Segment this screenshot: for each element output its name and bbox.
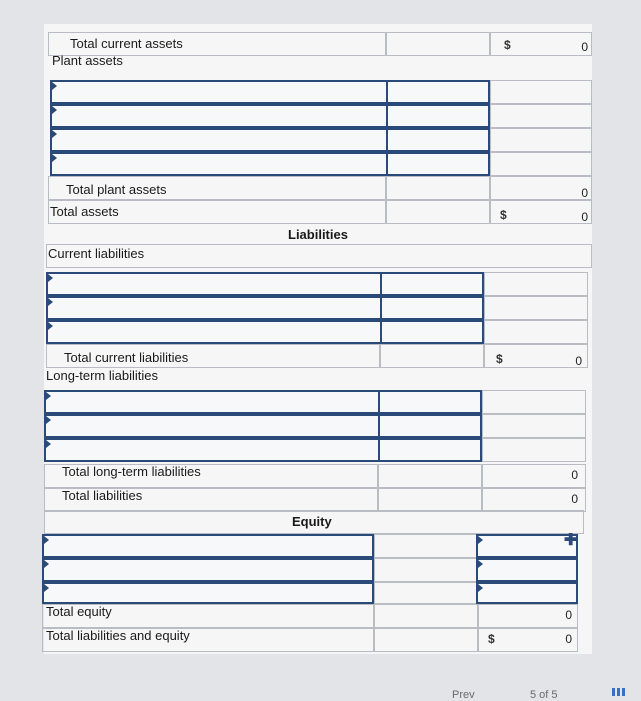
prev-button[interactable]: Prev — [452, 689, 475, 701]
entry-marker — [48, 298, 53, 306]
total-plant-assets-label: Total plant assets — [66, 182, 167, 197]
entry-marker — [48, 322, 53, 330]
plant-asset-name-input-1[interactable] — [50, 80, 388, 104]
equity-amount-input-1[interactable] — [476, 534, 578, 558]
current-liabilities-label: Current liabilities — [48, 246, 145, 261]
plus-cross-icon[interactable]: ✚ — [564, 532, 578, 549]
entry-marker — [478, 536, 483, 544]
plant-asset-name-input-2[interactable] — [50, 104, 388, 128]
row-total-plant-assets — [44, 176, 592, 200]
current-liability-amount-input-2[interactable] — [380, 296, 484, 320]
total-current-assets-label: Total current assets — [70, 36, 183, 51]
total-equity-label: Total equity — [46, 604, 112, 619]
total-assets-value: 0 — [581, 210, 588, 224]
entry-marker — [48, 274, 53, 282]
total-liabilities-and-equity-label: Total liabilities and equity — [46, 628, 190, 643]
total-equity-value: 0 — [565, 608, 572, 622]
entry-marker — [44, 536, 49, 544]
entry-marker — [46, 416, 51, 424]
equity-name-input-2[interactable] — [42, 558, 374, 582]
total-liabilities-and-equity-value: 0 — [565, 632, 572, 646]
entry-marker — [52, 82, 57, 90]
entry-marker — [52, 106, 57, 114]
plant-asset-amount-input-2[interactable] — [386, 104, 490, 128]
entry-marker — [46, 392, 51, 400]
page-indicator: 5 of 5 — [530, 689, 558, 701]
total-current-assets-value: 0 — [581, 40, 588, 54]
total-plant-assets-value: 0 — [581, 186, 588, 200]
long-term-liability-amount-input-2[interactable] — [378, 414, 482, 438]
entry-marker — [52, 130, 57, 138]
plant-asset-amount-input-3[interactable] — [386, 128, 490, 152]
entry-marker — [52, 154, 57, 162]
total-current-liabilities-label: Total current liabilities — [64, 350, 189, 365]
total-long-term-liabilities-value: 0 — [571, 468, 578, 482]
long-term-liability-amount-input-3[interactable] — [378, 438, 482, 462]
entry-marker — [44, 584, 49, 592]
total-liabilities-label: Total liabilities — [62, 488, 143, 503]
plant-asset-amount-input-1[interactable] — [386, 80, 490, 104]
long-term-liability-amount-input-1[interactable] — [378, 390, 482, 414]
entry-marker — [478, 584, 483, 592]
grid-icon[interactable] — [612, 688, 626, 696]
row-total-current-assets — [44, 32, 592, 56]
liabilities-heading: Liabilities — [288, 227, 348, 242]
total-long-term-liabilities-label: Total long-term liabilities — [62, 464, 201, 479]
dollar-sign: $ — [504, 38, 511, 52]
current-liability-name-input-2[interactable] — [46, 296, 382, 320]
equity-name-input-3[interactable] — [42, 582, 374, 604]
equity-amount-input-2[interactable] — [476, 558, 578, 582]
equity-amount-input-3[interactable] — [476, 582, 578, 604]
row-total-liabilities-and-equity — [44, 628, 592, 652]
current-liability-amount-input-1[interactable] — [380, 272, 484, 296]
long-term-liability-name-input-2[interactable] — [44, 414, 380, 438]
plant-assets-label: Plant assets — [52, 53, 123, 68]
row-total-current-liabilities — [44, 344, 592, 368]
row-total-liabilities — [44, 488, 592, 512]
plant-asset-name-input-3[interactable] — [50, 128, 388, 152]
row-total-assets — [44, 200, 592, 224]
long-term-liabilities-label: Long-term liabilities — [46, 368, 158, 383]
entry-marker — [44, 560, 49, 568]
total-liabilities-value: 0 — [571, 492, 578, 506]
plant-asset-amount-input-4[interactable] — [386, 152, 490, 176]
dollar-sign: $ — [500, 208, 507, 222]
current-liability-name-input-3[interactable] — [46, 320, 382, 344]
dollar-sign: $ — [496, 352, 503, 366]
row-total-equity — [44, 604, 592, 628]
equity-heading: Equity — [292, 514, 332, 529]
long-term-liability-name-input-3[interactable] — [44, 438, 380, 462]
dollar-sign: $ — [488, 632, 495, 646]
current-liability-amount-input-3[interactable] — [380, 320, 484, 344]
total-assets-label: Total assets — [50, 204, 119, 219]
current-liability-name-input-1[interactable] — [46, 272, 382, 296]
entry-marker — [46, 440, 51, 448]
total-current-liabilities-value: 0 — [575, 354, 582, 368]
entry-marker — [478, 560, 483, 568]
row-total-long-term-liabilities — [44, 464, 592, 488]
plant-asset-name-input-4[interactable] — [50, 152, 388, 176]
equity-name-input-1[interactable] — [42, 534, 374, 558]
balance-sheet-worksheet — [44, 24, 592, 654]
long-term-liability-name-input-1[interactable] — [44, 390, 380, 414]
